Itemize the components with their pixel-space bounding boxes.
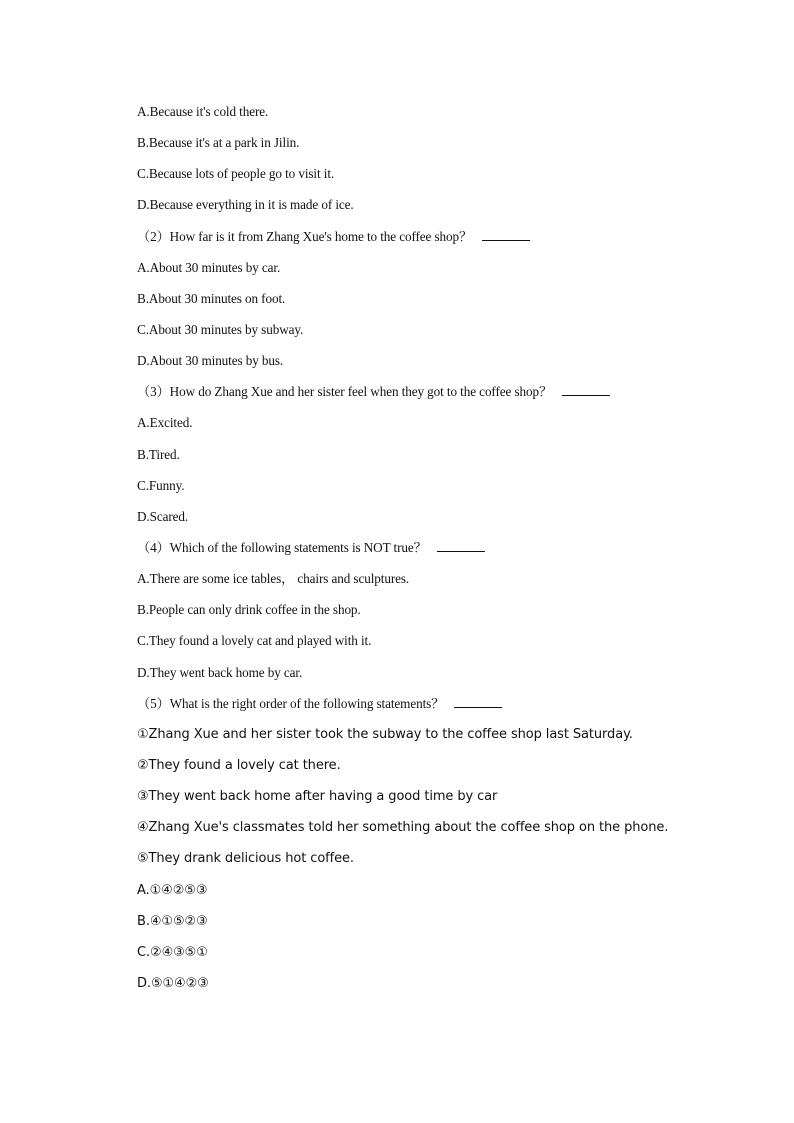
q3-option-d: D.Scared.	[137, 508, 189, 524]
q5-statement-5: ⑤They drank delicious hot coffee.	[137, 851, 354, 867]
q5-stem-text: （5）What is the right order of the following statements？	[137, 695, 445, 711]
q3-option-b: B.Tired.	[137, 446, 180, 462]
q5-option-b: B.④①⑤②③	[137, 913, 208, 929]
q3-option-a: A.Excited.	[137, 415, 193, 431]
q1-option-d: D.Because everything in it is made of ice.	[137, 197, 354, 213]
q5-statement-2: ②They found a lovely cat there.	[137, 757, 341, 773]
q4-option-a: A.There are some ice tables， chairs and sculptures.	[137, 571, 410, 587]
q2-stem	[137, 227, 697, 258]
q2-option-c: C.About 30 minutes by subway.	[137, 321, 304, 337]
q5-statement-4: ④Zhang Xue's classmates told her something about the coffee shop on the phone.	[137, 820, 669, 836]
q2-option-d: D.About 30 minutes by bus.	[137, 353, 284, 369]
q4-option-c: C.They found a lovely cat and played with it.	[137, 633, 372, 649]
q5-stem	[137, 694, 697, 725]
q5-statement-1: ①Zhang Xue and her sister took the subway to the coffee shop last Saturday.	[137, 726, 633, 742]
q4-option-d: D.They went back home by car.	[137, 664, 303, 680]
q5-statement-3: ③They went back home after having a good time by car	[137, 789, 498, 805]
q5-option-d: D.⑤①④②③	[137, 975, 209, 991]
q5-answer-blank[interactable]	[454, 694, 502, 708]
question-content	[137, 102, 697, 1005]
q2-option-b: B.About 30 minutes on foot.	[137, 290, 286, 306]
q2-answer-blank[interactable]	[482, 227, 530, 241]
q2-stem-text: （2）How far is it from Zhang Xue's home to the coffee shop？	[137, 228, 473, 244]
q1-option-c: C.Because lots of people go to visit it.	[137, 166, 335, 182]
q1-option-b: B.Because it's at a park in Jilin.	[137, 135, 300, 151]
q5-option-c: C.②④③⑤①	[137, 944, 208, 960]
q2-option-a: A.About 30 minutes by car.	[137, 259, 281, 275]
q3-answer-blank[interactable]	[562, 382, 610, 396]
q4-answer-blank[interactable]	[437, 538, 485, 552]
q3-stem-text: （3）How do Zhang Xue and her sister feel when they got to the coffee shop？	[137, 384, 553, 400]
q4-option-b: B.People can only drink coffee in the shop.	[137, 602, 361, 618]
q4-stem	[137, 538, 697, 569]
q3-stem	[137, 382, 697, 413]
q1-option-a: A.Because it's cold there.	[137, 104, 269, 119]
q3-option-c: C.Funny.	[137, 477, 185, 493]
q5-option-a: A.①④②⑤③	[137, 882, 208, 898]
q4-stem-text: （4）Which of the following statements is NOT true？	[137, 539, 427, 555]
